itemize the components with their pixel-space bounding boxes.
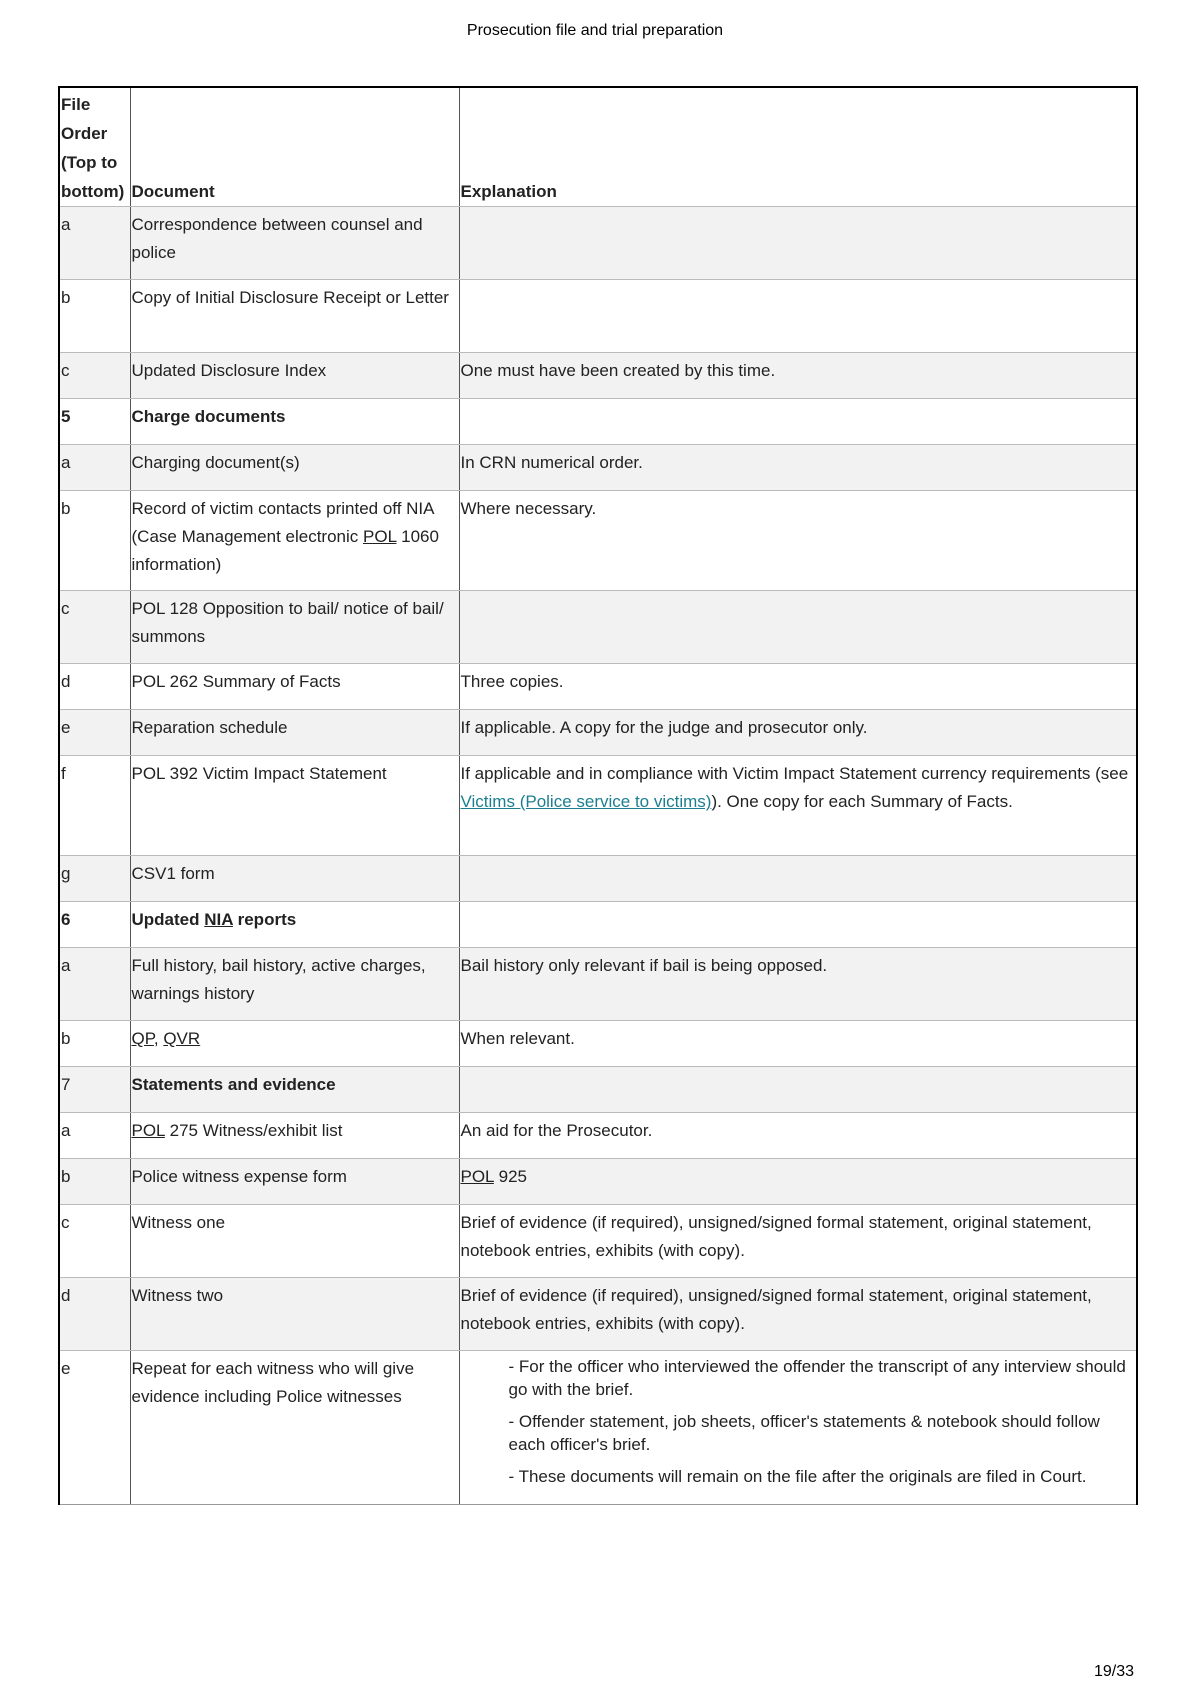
list-item: - These documents will remain on the file after the originals are filed in Court. [508,1467,1087,1486]
row-order: d [59,1278,130,1351]
row-explanation [459,207,1137,280]
section-number: 5 [59,399,130,445]
section-row [59,399,1137,445]
table-row [59,664,1137,710]
abbr-nia[interactable]: NIA [204,910,233,929]
row-explanation: When relevant. [459,1021,1137,1067]
row-explanation [459,591,1137,664]
row-explanation: If applicable. A copy for the judge and prosecutor only. [459,710,1137,756]
table-row [59,207,1137,280]
row-explanation [459,399,1137,445]
table-row [59,591,1137,664]
row-document: Witness two [130,1278,459,1351]
row-explanation: Where necessary. [459,491,1137,591]
row-explanation [459,756,1137,856]
list-item: - For the officer who interviewed the offender the transcript of any interview should go with the brief. [508,1357,1126,1399]
section-number: 7 [59,1067,130,1113]
explanation-list [461,1355,1136,1488]
file-order-table [58,86,1138,1505]
row-explanation: Brief of evidence (if required), unsigned/signed formal statement, original statement, notebook entries, exhibits (with copy). [459,1278,1137,1351]
row-order: e [59,710,130,756]
table-row [59,491,1137,591]
row-document: Correspondence between counsel and police [130,207,459,280]
row-explanation [459,856,1137,902]
section-title: Charge documents [130,399,459,445]
header-document: Document [130,87,459,207]
row-order: a [59,948,130,1021]
header-file-order: File Order (Top to bottom) [59,87,130,207]
table-row [59,756,1137,856]
table-row [59,280,1137,353]
row-order: c [59,1205,130,1278]
row-order: g [59,856,130,902]
table-row [59,1113,1137,1159]
doc-text: reports [232,910,297,929]
header-explanation: Explanation [459,87,1137,207]
doc-text: 1060 information) [131,527,439,574]
row-order: b [59,491,130,591]
row-explanation [459,1351,1137,1505]
section-row [59,902,1137,948]
row-order: a [59,1113,130,1159]
table-row [59,856,1137,902]
row-document: POL 392 Victim Impact Statement [130,756,459,856]
table-row [59,353,1137,399]
list-item: - Offender statement, job sheets, officer's statements & notebook should follow each officer's brief. [508,1412,1100,1454]
doc-text: Record of victim contacts printed off NIA (Case Management electronic [131,499,434,546]
row-explanation [459,902,1137,948]
section-number: 6 [59,902,130,948]
row-order: c [59,353,130,399]
abbr-qp[interactable]: QP [131,1029,154,1048]
exp-text: ). One copy for each Summary of Facts. [711,792,1013,811]
abbr-qvr[interactable]: QVR [163,1029,201,1048]
row-document: Charging document(s) [130,445,459,491]
abbr-pol[interactable]: POL [460,1167,494,1186]
row-order: c [59,591,130,664]
row-document: Witness one [130,1205,459,1278]
section-title: Statements and evidence [130,1067,459,1113]
table-row [59,948,1137,1021]
row-document [130,1113,459,1159]
row-explanation [459,1067,1137,1113]
page-header-title: Prosecution file and trial preparation [466,22,724,39]
row-order: b [59,1159,130,1205]
row-order: a [59,207,130,280]
table-row [59,1351,1137,1505]
row-document: Copy of Initial Disclosure Receipt or Letter [130,280,459,353]
table-row [59,1159,1137,1205]
table-row [59,1205,1137,1278]
doc-text: , [153,1029,164,1048]
exp-text: 925 [493,1167,527,1186]
victims-policy-link[interactable]: Victims (Police service to victims) [460,792,712,811]
table-row [59,710,1137,756]
table-row [59,1278,1137,1351]
row-document: CSV1 form [130,856,459,902]
row-explanation: In CRN numerical order. [459,445,1137,491]
row-document: Reparation schedule [130,710,459,756]
page-number: 19/33 [1094,1663,1135,1680]
row-document [130,1021,459,1067]
row-explanation: Three copies. [459,664,1137,710]
row-explanation: One must have been created by this time. [459,353,1137,399]
table-header-row [59,87,1137,207]
row-explanation: An aid for the Prosecutor. [459,1113,1137,1159]
row-order: b [59,1021,130,1067]
exp-text: If applicable and in compliance with Victim Impact Statement currency requirements (see [460,764,1129,783]
row-explanation [459,1159,1137,1205]
abbr-pol[interactable]: POL [363,527,397,546]
doc-text: 275 Witness/exhibit list [164,1121,343,1140]
doc-text: Updated [131,910,205,929]
row-document: POL 262 Summary of Facts [130,664,459,710]
row-explanation [459,280,1137,353]
row-explanation: Bail history only relevant if bail is being opposed. [459,948,1137,1021]
row-document: POL 128 Opposition to bail/ notice of bail/ summons [130,591,459,664]
row-order: d [59,664,130,710]
row-order: e [59,1351,130,1505]
row-document: Police witness expense form [130,1159,459,1205]
row-document: Full history, bail history, active charges, warnings history [130,948,459,1021]
row-order: f [59,756,130,856]
abbr-pol[interactable]: POL [131,1121,165,1140]
table-row [59,1021,1137,1067]
row-explanation: Brief of evidence (if required), unsigned/signed formal statement, original statement, notebook entries, exhibits (with copy). [459,1205,1137,1278]
row-document: Updated Disclosure Index [130,353,459,399]
row-document: Repeat for each witness who will give evidence including Police witnesses [130,1351,459,1505]
row-document [130,491,459,591]
row-order: a [59,445,130,491]
section-row [59,1067,1137,1113]
section-title [130,902,459,948]
row-order: b [59,280,130,353]
table-row [59,445,1137,491]
